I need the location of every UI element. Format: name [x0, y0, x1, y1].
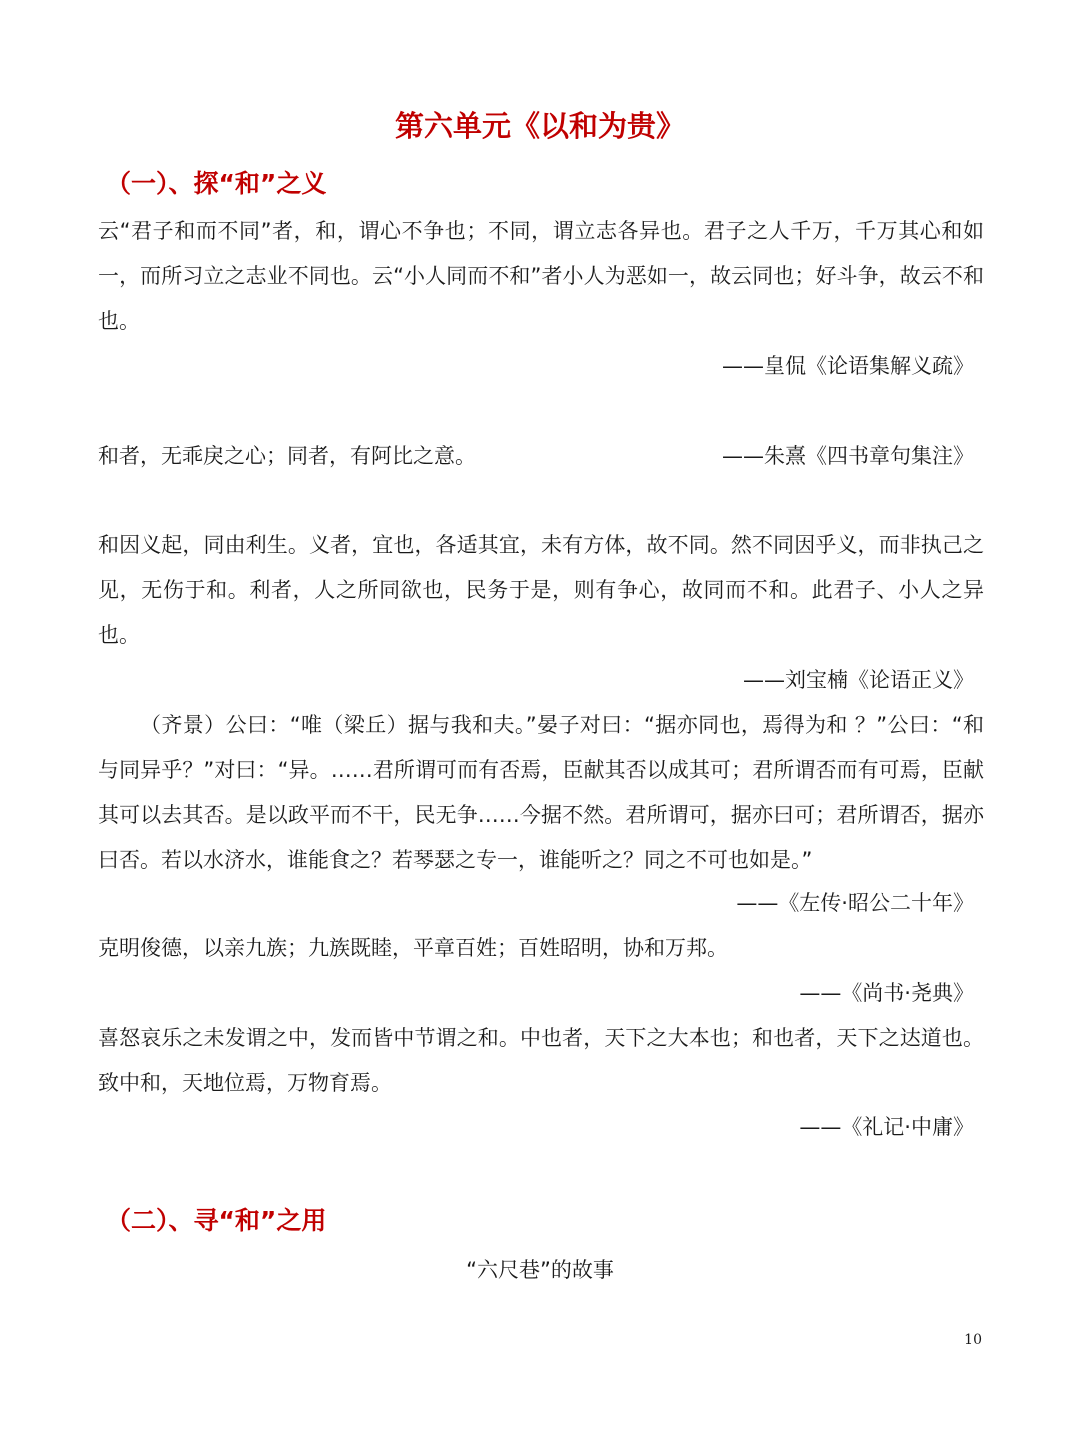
section-heading-2: （二）、寻“和”之用 [106, 1206, 327, 1235]
source-shangshu: ——《尚书·尧典》 [799, 981, 974, 1005]
section-heading-1: （一）、探“和”之义 [106, 169, 327, 198]
source-liubaonan: ——刘宝楠《论语正义》 [743, 668, 974, 692]
passage-row-zhuxi [98, 434, 974, 479]
unit-title: 第六单元《以和为贵》 [394, 109, 685, 143]
passage-zhongyong: 喜怒哀乐之未发谓之中，发而皆中节谓之和。中也者，天下之大本也；和也者，天下之达道也。致中和，天地位焉，万物育焉。 [98, 1026, 984, 1095]
source-huangkan: ——皇侃《论语集解义疏》 [722, 354, 974, 378]
page-number: 10 [964, 1332, 982, 1348]
passage-shangshu: 克明俊德，以亲九族；九族既睦，平章百姓；百姓昭明，协和万邦。 [98, 936, 728, 960]
source-zuozhuan: ——《左传·昭公二十年》 [736, 891, 974, 915]
passage-huangkan: 云“君子和而不同”者，和，谓心不争也；不同，谓立志各异也。君子之人千万，千万其心和如一，而所习立之志业不同也。云“小人同而不和”者小人为恶如一，故云同也；好斗争，故云不和也。 [98, 219, 984, 333]
source-zhuxi: ——朱熹《四书章句集注》 [722, 444, 974, 468]
source-zhongyong: ——《礼记·中庸》 [799, 1115, 974, 1139]
passage-liubaonan: 和因义起，同由利生。义者，宜也，各适其宜，未有方体，故不同。然不同因乎义，而非执己之见，无伤于和。利者，人之所同欲也，民务于是，则有争心，故同而不和。此君子、小人之异也。 [98, 533, 984, 647]
passage-zhuxi: 和者，无乖戾之心；同者，有阿比之意。 [98, 444, 476, 468]
passage-zuozhuan: （齐景）公曰：“唯（梁丘）据与我和夫。”晏子对曰：“据亦同也，焉得为和 ？”公曰：“和与同异乎？”对曰：“异。……君所谓可而有否焉，臣献其否以成其可；君所谓否而有可焉，臣献其可以去其否。是以政平而不干，民无争……今据不然。君所谓可，据亦曰可；君所谓否，据亦曰否。若以水济水，谁能食之？若琴瑟之专一，谁能听之？同之不可也如是。” [98, 713, 984, 872]
story-title: “六尺巷”的故事 [466, 1258, 614, 1282]
